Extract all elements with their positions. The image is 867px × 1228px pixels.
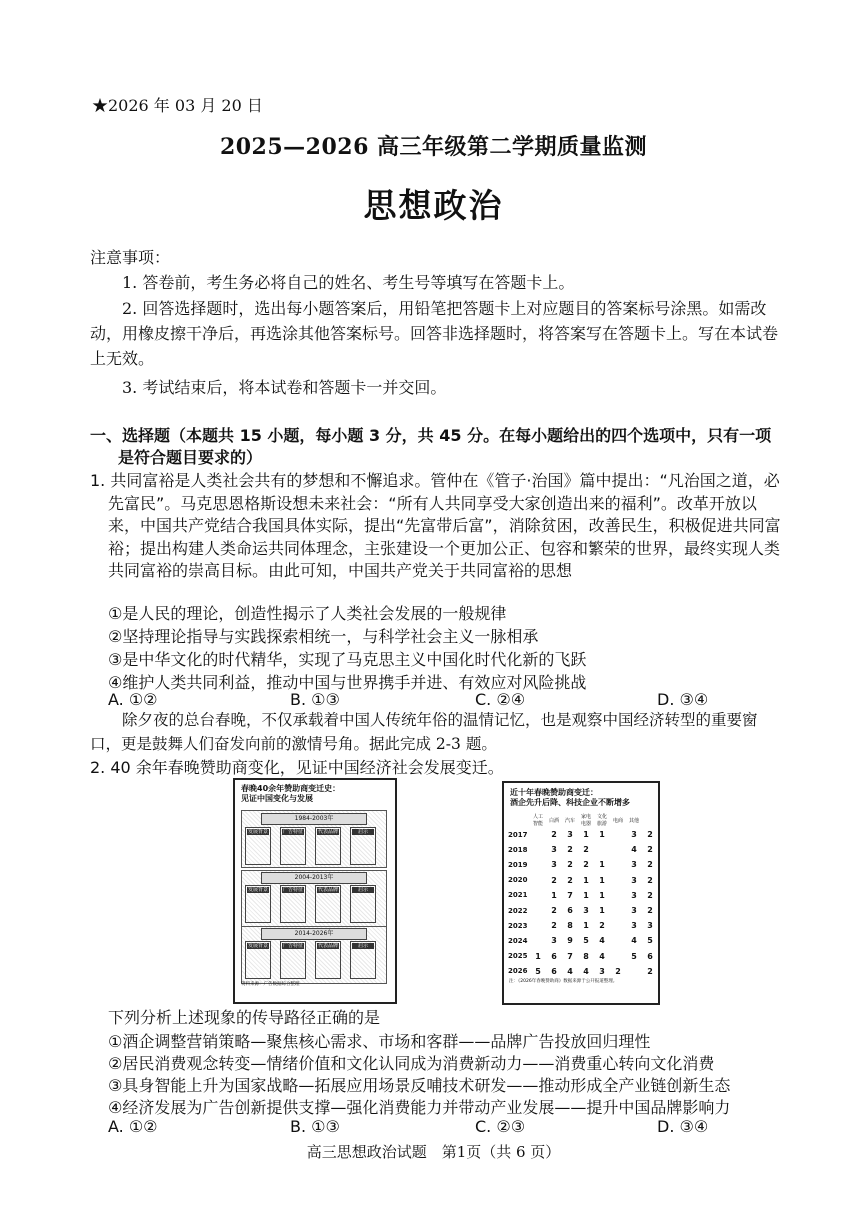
table-cell: 2 [583, 845, 589, 855]
table-cell [610, 842, 626, 857]
exam-title: 2025—2026 高三年级第二学期质量监测 [219, 134, 648, 160]
section-heading-line1: 一、选择题（本题共 15 小题，每小题 3 分，共 45 分。在每小题给出的四个选项中，只有一项 [90, 426, 772, 445]
table-cell: 2 [551, 875, 557, 885]
table-cell: 3 [631, 860, 637, 870]
table-cell: 1 [599, 860, 605, 870]
table-cell: 2 [551, 921, 557, 931]
table-cell: 1 [599, 875, 605, 885]
era-label-3: 2014-2026年 [261, 928, 367, 940]
infographic-title-2: 见证中国变化与发展 [241, 794, 313, 803]
table-cell [530, 918, 546, 933]
table-cell: 6 [567, 906, 573, 916]
q1-choice-d: D. ③④ [657, 690, 709, 709]
table-header: 家电电器 [580, 814, 591, 827]
table-cell: 1 [599, 830, 605, 840]
table-cell-year: 2025 [508, 952, 528, 961]
table-cell [610, 949, 626, 964]
subject-title: 思想政治 [363, 186, 504, 225]
era2-box-1: 发展背景 [245, 885, 271, 923]
table-cell-year: 2017 [508, 830, 528, 839]
table-cell-year: 2018 [508, 845, 528, 854]
table-row [508, 903, 658, 918]
table-row [508, 918, 658, 933]
table-cell: 4 [631, 845, 637, 855]
table-cell: 4 [631, 936, 637, 946]
table-footnote: 注：《2026年春晚赞助商》数据来源于公开报道整理。 [509, 979, 618, 984]
table-header-row [508, 813, 658, 827]
table-cell: 3 [631, 906, 637, 916]
table-header [642, 813, 658, 827]
q1-choice-b: B. ①③ [290, 690, 340, 709]
table-cell [530, 888, 546, 903]
material-passage: 除夕夜的总台春晚，不仅承载着中国人传统年俗的温情记忆，也是观察中国经济转型的重要窗口，更是鼓舞人们奋发向前的激情号角。据此完成 2-3 题。 [90, 711, 758, 753]
table-cell-year: 2024 [508, 936, 528, 945]
q1-choice-a: A. ①② [108, 690, 158, 709]
q1-option-4: ④维护人类共同利益，推动中国与世界携手并进、有效应对风险挑战 [108, 673, 587, 692]
table-cell: 2 [647, 890, 653, 900]
era1-box-2: 广告特征 [280, 827, 306, 865]
table-cell [610, 857, 626, 872]
table-cell: 1 [583, 875, 589, 885]
era1-box-4: 启示 [350, 827, 376, 865]
table-cell: 1 [599, 906, 605, 916]
notice-item-3: 3. 考试结束后，将本试卷和答题卡一并交回。 [122, 378, 447, 397]
table-cell: 3 [599, 966, 605, 976]
table-cell: 3 [551, 860, 557, 870]
era3-box-3: 代表品牌 [315, 941, 341, 979]
q2-choice-c: C. ②③ [475, 1117, 526, 1136]
table-cell: 8 [567, 921, 573, 931]
era2-box-4: 启示 [350, 885, 376, 923]
table-cell: 2 [647, 966, 653, 976]
table-row [508, 933, 658, 948]
table-cell: 9 [567, 936, 573, 946]
table-cell-year: 2023 [508, 921, 528, 930]
era2-box-2: 广告特征 [280, 885, 306, 923]
table-cell: 2 [567, 860, 573, 870]
era1-box-3: 代表品牌 [315, 827, 341, 865]
table-header: 其他 [628, 817, 639, 824]
table-cell [610, 933, 626, 948]
era-label-2: 2004-2013年 [261, 872, 367, 884]
table-title-1: 近十年春晚赞助商变迁： [510, 788, 598, 797]
exam-date: ★2026 年 03 月 20 日 [92, 96, 263, 115]
table-cell [594, 842, 610, 857]
table-cell: 5 [631, 951, 637, 961]
table-cell: 3 [631, 875, 637, 885]
table-cell: 2 [567, 845, 573, 855]
table-cell: 2 [647, 875, 653, 885]
table-cell: 1 [599, 890, 605, 900]
table-cell [610, 918, 626, 933]
table-row [508, 842, 658, 857]
sponsor-history-infographic [233, 778, 397, 1004]
q2-choice-d: D. ③④ [657, 1117, 709, 1136]
era3-box-1: 发展背景 [245, 941, 271, 979]
table-cell: 5 [647, 936, 653, 946]
table-cell [530, 827, 546, 842]
table-cell: 1 [583, 830, 589, 840]
infographic-title-1: 春晚40余年赞助商变迁史： [241, 784, 341, 793]
table-cell: 2 [647, 860, 653, 870]
notice-item-1: 1. 答卷前，考生务必将自己的姓名、考生号等填写在答题卡上。 [122, 273, 575, 292]
table-title-2: 酒企先升后降、科技企业不断增多 [510, 798, 630, 807]
infographic-footnote: 资料来源：广告数据综合整理 [241, 982, 300, 987]
page-footer: 高三思想政治试题 第1页（共 6 页） [306, 1143, 561, 1161]
table-cell: 3 [551, 845, 557, 855]
question-2-stem: 2. 40 余年春晚赞助商变化，见证中国经济社会发展变迁。 [90, 758, 504, 777]
table-cell [610, 873, 626, 888]
table-cell: 2 [647, 830, 653, 840]
q2-option-3: ③具身智能上升为国家战略—拓展应用场景反哺技术研发——推动形成全产业链创新生态 [108, 1076, 731, 1095]
table-row [508, 964, 658, 979]
table-row [508, 873, 658, 888]
notice-heading: 注意事项： [90, 248, 171, 267]
table-cell: 3 [631, 830, 637, 840]
table-cell: 2 [551, 830, 557, 840]
table-cell-year: 2020 [508, 876, 528, 885]
table-cell-year: 2021 [508, 891, 528, 900]
table-cell: 2 [551, 906, 557, 916]
table-cell-year: 2026 [508, 967, 528, 976]
q2-choice-b: B. ①③ [290, 1117, 340, 1136]
table-cell: 4 [583, 966, 589, 976]
table-cell [530, 857, 546, 872]
table-cell: 7 [567, 890, 573, 900]
sponsor-table [508, 813, 658, 979]
table-header: 人工智能 [532, 814, 543, 827]
table-header: 白酒 [548, 817, 559, 824]
table-cell [610, 888, 626, 903]
question-1-stem [90, 470, 786, 583]
table-cell: 2 [599, 921, 605, 931]
table-row [508, 827, 658, 842]
table-cell: 3 [647, 921, 653, 931]
table-header: 汽车 [564, 817, 575, 824]
q1-option-3: ③是中华文化的时代精华，实现了马克思主义中国化时代化新的飞跃 [108, 650, 587, 669]
table-cell: 3 [583, 906, 589, 916]
table-cell: 4 [567, 966, 573, 976]
table-header: 文化旅游 [596, 814, 607, 827]
table-cell: 4 [599, 951, 605, 961]
table-cell: 1 [535, 951, 541, 961]
sponsor-table-panel [502, 781, 660, 1005]
table-cell [626, 964, 642, 979]
table-cell [610, 903, 626, 918]
table-cell: 1 [583, 921, 589, 931]
table-cell: 5 [583, 936, 589, 946]
section-heading-line2: 是符合题目要求的） [118, 448, 263, 467]
table-cell [530, 903, 546, 918]
table-header-year [508, 813, 530, 827]
q2-option-2: ②居民消费观念转变—情绪价值和文化认同成为消费新动力——消费重心转向文化消费 [108, 1054, 715, 1073]
era3-box-2: 广告特征 [280, 941, 306, 979]
era3-box-4: 启示 [350, 941, 376, 979]
table-cell [530, 842, 546, 857]
table-cell: 4 [599, 936, 605, 946]
table-cell-year: 2019 [508, 860, 528, 869]
table-row [508, 857, 658, 872]
table-cell: 6 [551, 966, 557, 976]
table-cell: 1 [551, 890, 557, 900]
table-cell: 8 [583, 951, 589, 961]
notice-item-2: 2. 回答选择题时，选出每小题答案后，用铅笔把答题卡上对应题目的答案标号涂黑。如需改动，用橡皮擦干净后，再选涂其他答案标号。回答非选择题时，将答案写在答题卡上。写在本试卷上无效。 [90, 299, 779, 368]
table-cell: 2 [647, 906, 653, 916]
q1-option-2: ②坚持理论指导与实践探索相统一，与科学社会主义一脉相承 [108, 627, 539, 646]
table-cell: 6 [551, 951, 557, 961]
era1-box-1: 发展背景 [245, 827, 271, 865]
table-cell: 2 [615, 966, 621, 976]
table-cell [530, 873, 546, 888]
table-cell: 3 [551, 936, 557, 946]
table-row [508, 888, 658, 903]
table-cell: 3 [631, 921, 637, 931]
table-cell: 6 [647, 951, 653, 961]
question-2-prompt: 下列分析上述现象的传导路径正确的是 [108, 1008, 381, 1027]
q2-choice-a: A. ①② [108, 1117, 158, 1136]
era-label-1: 1984-2003年 [261, 813, 367, 825]
q2-option-1: ①酒企调整营销策略—聚焦核心需求、市场和客群——品牌广告投放回归理性 [108, 1032, 651, 1051]
table-cell [610, 827, 626, 842]
section-heading [90, 425, 790, 469]
q1-option-1: ①是人民的理论，创造性揭示了人类社会发展的一般规律 [108, 604, 507, 623]
table-cell: 2 [583, 860, 589, 870]
q1-choice-c: C. ②④ [475, 690, 526, 709]
question-1-text: 1. 共同富裕是人类社会共有的梦想和不懈追求。管仲在《管子·治国》篇中提出：“凡治国之道，必先富民”。马克思恩格斯设想未来社会：“所有人共同享受大家创造出来的福利”。改革开放以来，中国共产党结合我国具体实际，提出“先富带后富”，消除贫困，改善民生，积极促进共同富裕；提出构建人类命运共同体理念，主张建设一个更加公正、包容和繁荣的世界，最终实现人类共同富裕的崇高目标。由此可知，中国共产党关于共同富裕的思想 [90, 471, 781, 580]
q2-option-4: ④经济发展为广告创新提供支撑—强化消费能力并带动产业发展——提升中国品牌影响力 [108, 1098, 731, 1117]
table-header: 电商 [612, 817, 623, 824]
table-cell: 1 [583, 890, 589, 900]
table-cell: 7 [567, 951, 573, 961]
table-row [508, 949, 658, 964]
table-cell-year: 2022 [508, 906, 528, 915]
era2-box-3: 代表品牌 [315, 885, 341, 923]
table-cell: 5 [535, 966, 541, 976]
table-cell [530, 933, 546, 948]
table-cell: 2 [567, 875, 573, 885]
table-cell: 3 [567, 830, 573, 840]
table-cell: 2 [647, 845, 653, 855]
table-cell: 3 [631, 890, 637, 900]
